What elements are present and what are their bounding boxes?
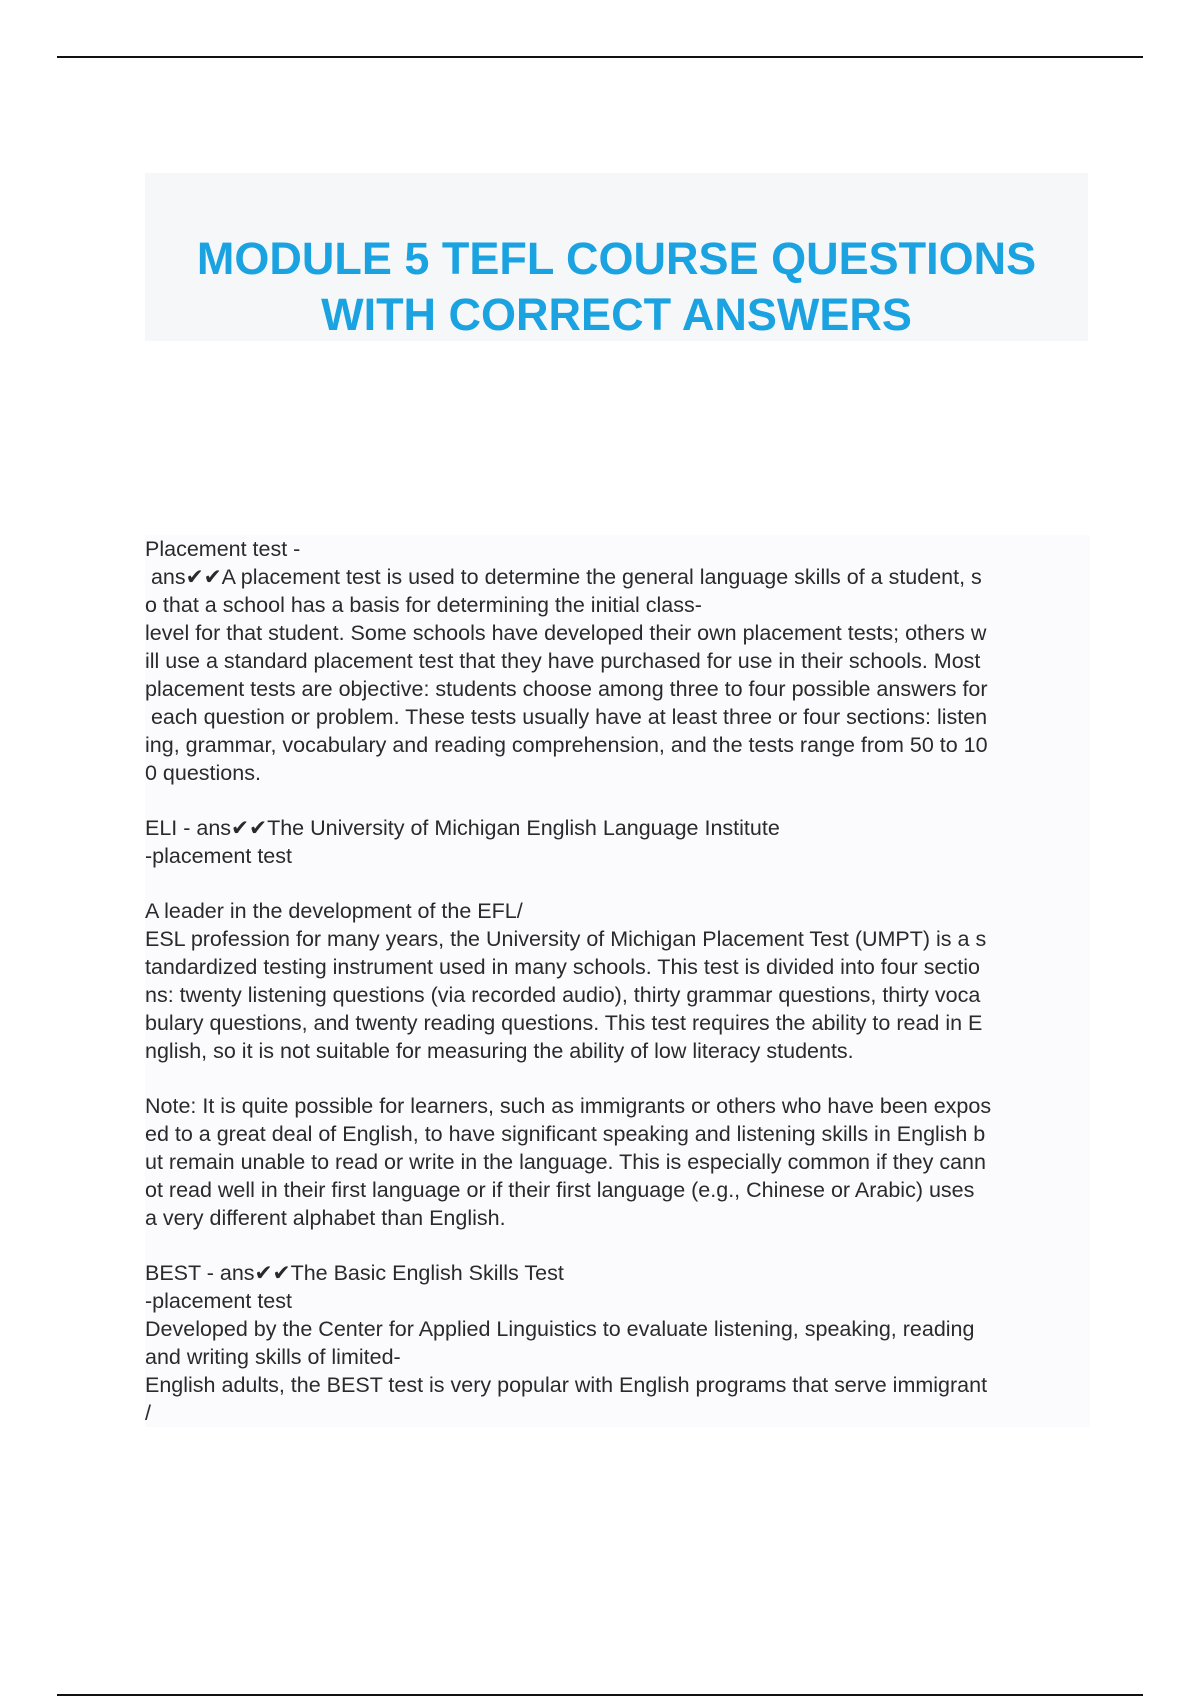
text-line: ut remain unable to read or write in the language. This is especially common if they cann — [145, 1150, 986, 1174]
text-line: ing, grammar, vocabulary and reading comprehension, and the tests range from 50 to 10 — [145, 733, 988, 757]
paragraph-gap — [145, 870, 1090, 897]
paragraph-umpt — [145, 897, 1090, 1065]
text-line: ill use a standard placement test that they have purchased for use in their schools. Most — [145, 649, 981, 673]
text-line: -placement test — [145, 1289, 292, 1313]
text-line: nglish, so it is not suitable for measuring the ability of low literacy students. — [145, 1039, 854, 1063]
title-banner — [145, 173, 1088, 341]
bottom-rule — [57, 1694, 1143, 1696]
document-body — [145, 535, 1090, 1427]
top-rule — [57, 56, 1143, 58]
text-line: BEST - ans✔✔The Basic English Skills Test — [145, 1261, 564, 1285]
text-line: 0 questions. — [145, 761, 261, 785]
text-line: bulary questions, and twenty reading questions. This test requires the ability to read in E — [145, 1011, 983, 1035]
text-line: A leader in the development of the EFL/ — [145, 899, 523, 923]
paragraph-note — [145, 1092, 1090, 1232]
text-line: -placement test — [145, 844, 292, 868]
text-line: ESL profession for many years, the University of Michigan Placement Test (UMPT) is a s — [145, 927, 987, 951]
text-line: / — [145, 1401, 151, 1425]
paragraph-gap — [145, 1065, 1090, 1092]
text-line: each question or problem. These tests usually have at least three or four sections: listen — [145, 705, 988, 729]
entry-eli — [145, 814, 1090, 870]
text-line: o that a school has a basis for determining the initial class- — [145, 593, 702, 617]
paragraph-gap — [145, 1232, 1090, 1259]
text-line: ot read well in their first language or if their first language (e.g., Chinese or Arabic) uses — [145, 1178, 975, 1202]
text-line: ed to a great deal of English, to have significant speaking and listening skills in English b — [145, 1122, 986, 1146]
text-line: Developed by the Center for Applied Linguistics to evaluate listening, speaking, reading — [145, 1317, 975, 1341]
text-line: tandardized testing instrument used in many schools. This test is divided into four sectio — [145, 955, 980, 979]
document-title-line-2: WITH CORRECT ANSWERS — [321, 289, 912, 340]
text-line: ELI - ans✔✔The University of Michigan English Language Institute — [145, 816, 780, 840]
text-line: ans✔✔A placement test is used to determine the general language skills of a student, s — [145, 565, 982, 589]
text-line: placement tests are objective: students choose among three to four possible answers for — [145, 677, 988, 701]
text-line: Placement test - — [145, 537, 301, 561]
text-line: English adults, the BEST test is very popular with English programs that serve immigrant — [145, 1373, 988, 1397]
text-line: ns: twenty listening questions (via recorded audio), thirty grammar questions, thirty voca — [145, 983, 981, 1007]
document-title-line-1: MODULE 5 TEFL COURSE QUESTIONS — [196, 233, 1037, 284]
text-line: and writing skills of limited- — [145, 1345, 401, 1369]
entry-placement-test — [145, 535, 1090, 787]
entry-best — [145, 1259, 1090, 1427]
text-line: level for that student. Some schools have developed their own placement tests; others w — [145, 621, 987, 645]
text-line: a very different alphabet than English. — [145, 1206, 506, 1230]
text-line: Note: It is quite possible for learners, such as immigrants or others who have been expos — [145, 1094, 992, 1118]
paragraph-gap — [145, 787, 1090, 814]
